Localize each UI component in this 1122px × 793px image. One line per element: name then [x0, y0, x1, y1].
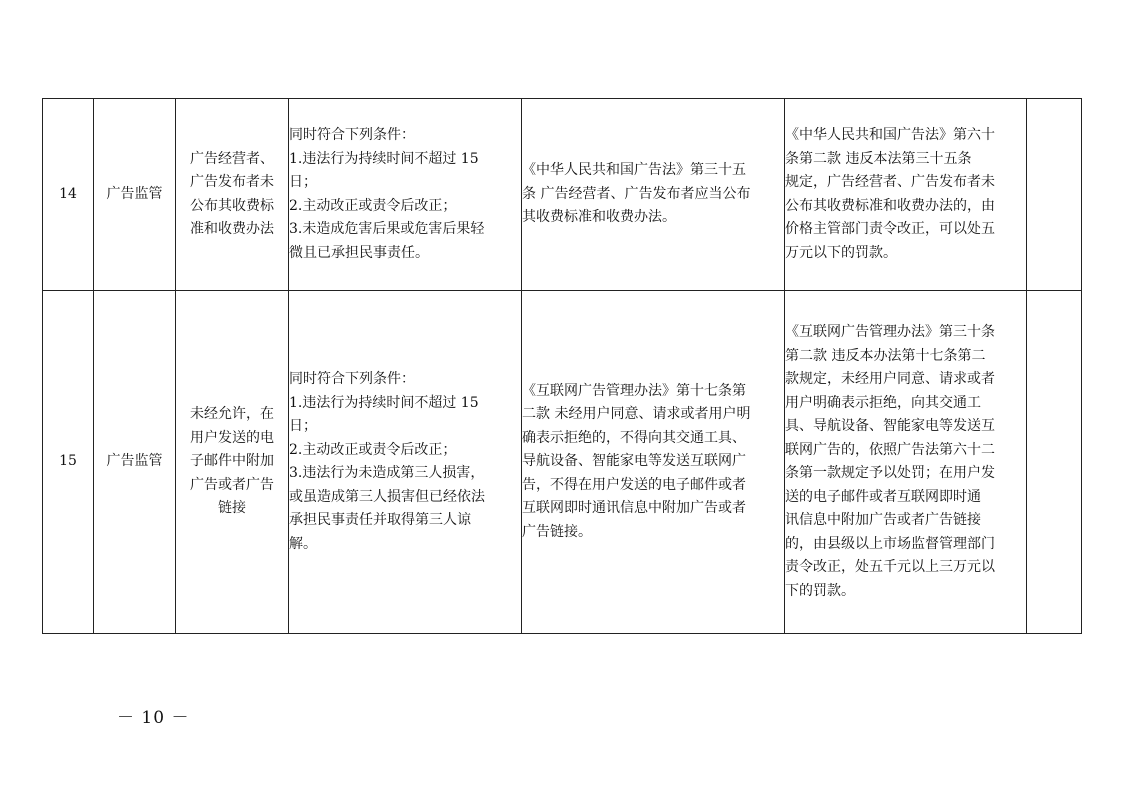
- penalty-basis-line: 第二款 违反本办法第十七条第二: [785, 347, 986, 364]
- penalty-basis-line: 送的电子邮件或者互联网即时通: [785, 488, 981, 505]
- penalty-basis-line: 条第二款 违反本法第三十五条: [785, 150, 972, 167]
- violation-act-line: 广告或者广告: [190, 476, 274, 493]
- condition-line: 2.主动改正或责令后改正；: [289, 441, 457, 458]
- penalty-basis-line: 具、导航设备、智能家电等发送互: [785, 418, 995, 434]
- violation-act-line: 链接: [218, 500, 246, 517]
- penalty-basis-line: 万元以下的罚款。: [785, 244, 897, 261]
- category-cell: 广告监管: [94, 99, 176, 291]
- condition-line: 承担民事责任并取得第三人谅: [289, 512, 471, 528]
- violation-act-line: 用户发送的电: [190, 429, 274, 446]
- violation-act-line: 未经允许，在: [190, 406, 274, 423]
- condition-line: 3.未造成危害后果或危害后果轻: [289, 221, 485, 237]
- legal-basis-line: 广告链接。: [522, 523, 592, 540]
- penalty-basis-line: 《中华人民共和国广告法》第六十: [785, 127, 995, 143]
- remark-cell: [1027, 99, 1082, 291]
- condition-line: 同时符合下列条件：: [289, 371, 415, 387]
- penalty-basis-line: 讯信息中附加广告或者广告链接: [785, 512, 981, 528]
- penalty-basis-line: 条第一款规定予以处罚；在用户发: [785, 465, 995, 481]
- condition-line: 解。: [289, 535, 317, 552]
- violation-act-cell: [176, 291, 289, 634]
- condition-line: 或虽造成第三人损害但已经依法: [289, 488, 485, 505]
- legal-basis-line: 其收费标准和收费办法。: [522, 209, 676, 226]
- penalty-basis-line: 的，由县级以上市场监督管理部门: [785, 535, 995, 552]
- condition-line: 同时符合下列条件：: [289, 127, 415, 143]
- condition-line: 1.违法行为持续时间不超过 15: [289, 150, 479, 167]
- regulation-table: [42, 98, 1082, 634]
- condition-line: 1.违法行为持续时间不超过 15: [289, 394, 479, 411]
- penalty-basis-line: 《互联网广告管理办法》第三十条: [785, 324, 995, 340]
- table-row-15: [43, 291, 1082, 634]
- condition-line: 3.违法行为未造成第三人损害，: [289, 465, 485, 481]
- row-number: 15: [43, 291, 94, 634]
- conditions-cell: [289, 291, 522, 634]
- page-number: － 10 －: [117, 708, 190, 728]
- condition-line: 日；: [289, 174, 317, 190]
- penalty-basis-line: 款规定，未经用户同意、请求或者: [785, 371, 995, 387]
- penalty-basis-line: 价格主管部门责令改正，可以处五: [785, 221, 995, 237]
- penalty-basis-cell: [785, 291, 1027, 634]
- penalty-basis-line: 公布其收费标准和收费办法的，由: [785, 197, 995, 214]
- category-cell: 广告监管: [94, 291, 176, 634]
- legal-basis-line: 《互联网广告管理办法》第十七条第: [522, 382, 746, 399]
- violation-act-line: 公布其收费标: [190, 197, 274, 214]
- legal-basis-cell: [522, 99, 785, 291]
- penalty-basis-line: 下的罚款。: [785, 582, 855, 599]
- penalty-basis-cell: [785, 99, 1027, 291]
- violation-act-line: 广告发布者未: [190, 174, 274, 190]
- legal-basis-line: 互联网即时通讯信息中附加广告或者: [522, 500, 746, 517]
- row-number: 14: [43, 99, 94, 291]
- violation-act-cell: [176, 99, 289, 291]
- conditions-cell: [289, 99, 522, 291]
- penalty-basis-line: 责令改正，处五千元以上三万元以: [785, 559, 995, 575]
- legal-basis-cell: [522, 291, 785, 634]
- penalty-basis-line: 用户明确表示拒绝，向其交通工: [785, 394, 981, 411]
- table-row-14: [43, 99, 1082, 291]
- legal-basis-line: 《中华人民共和国广告法》第三十五: [522, 162, 746, 179]
- penalty-basis-line: 联网广告的，依照广告法第六十二: [785, 441, 995, 458]
- violation-act-line: 准和收费办法: [190, 221, 274, 237]
- condition-line: 微且已承担民事责任。: [289, 244, 429, 261]
- legal-basis-line: 导航设备、智能家电等发送互联网广: [522, 453, 746, 470]
- condition-line: 2.主动改正或责令后改正；: [289, 197, 457, 214]
- condition-line: 日；: [289, 418, 317, 434]
- legal-basis-line: 告，不得在用户发送的电子邮件或者: [522, 476, 746, 493]
- violation-act-line: 子邮件中附加: [190, 453, 274, 470]
- penalty-basis-line: 规定，广告经营者、广告发布者未: [785, 174, 995, 190]
- legal-basis-line: 二款 未经用户同意、请求或者用户明: [522, 406, 751, 423]
- legal-basis-line: 条 广告经营者、广告发布者应当公布: [522, 185, 751, 202]
- violation-act-line: 广告经营者、: [190, 150, 274, 167]
- legal-basis-line: 确表示拒绝的，不得向其交通工具、: [522, 429, 746, 446]
- remark-cell: [1027, 291, 1082, 634]
